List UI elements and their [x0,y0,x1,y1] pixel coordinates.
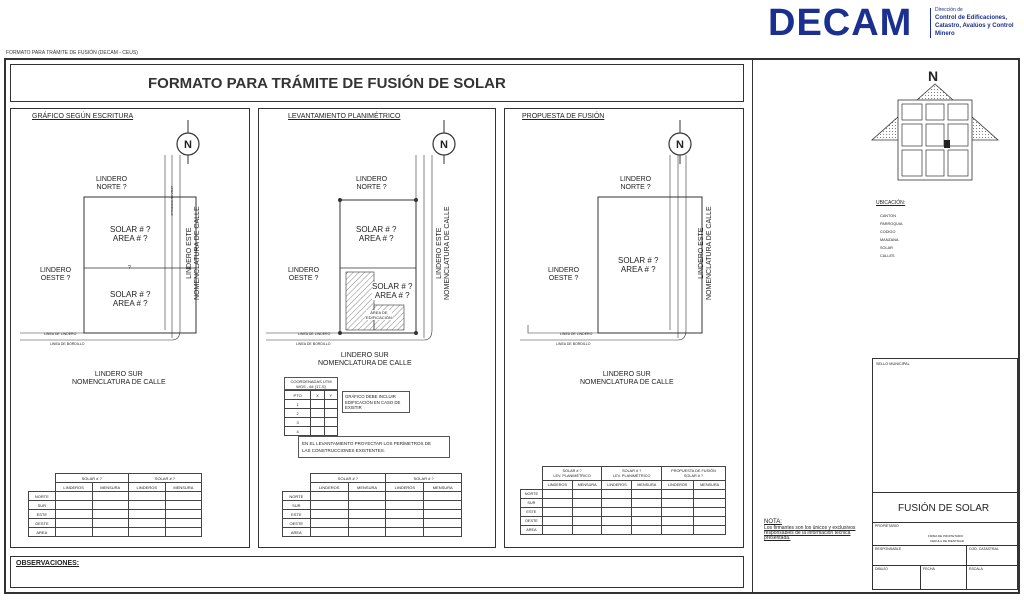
logo-subtitle-3: Catastro, Avalúos y Control [935,23,1014,29]
lindero-sur-line1: LINDERO SUR [602,371,651,378]
logo-subtitle-4: Minero [935,31,955,37]
lindero-este [698,206,714,300]
lindero-norte [620,176,651,192]
row-label: ESTE [283,510,311,519]
coords-row: 4 [285,427,311,436]
cedula-label: CEDULA DE IDENTIDAD [930,539,965,543]
solar-bottom [372,282,412,300]
group-header: SOLAR # ? LEV. PLANIMÉTRICO [542,467,602,481]
lindero-este-line1: LINDERO ESTE [698,227,705,279]
coords-head: X [311,391,324,400]
solar-top-line1: SOLAR # ? [110,225,151,234]
nota-text [764,526,855,541]
logo-subtitle-2: Control de Edificaciones, [935,15,1008,21]
solar-top-line1: SOLAR # ? [356,225,397,234]
row-label: SUR [29,501,56,510]
title-block-line [872,565,1018,566]
nota-line3: presentada. [764,535,791,541]
sello-label: SELLO MUNICIPAL [876,362,910,366]
title-block-title: FUSIÓN DE SOLAR [898,503,990,514]
row-label: SUR [521,499,543,508]
lindero-sur-line2: NOMENCLATURA DE CALLE [318,360,412,367]
note-perimeter-line1: EN EL LEVANTAMIENTO PROYECTAR LOS PERÍMETROS DE [302,441,432,446]
solar-top [356,225,396,243]
title-block-line [872,522,1018,523]
ubicacion-item: PARROQUIA [880,222,903,226]
lindero-oeste-line1: LINDERO [548,267,580,274]
ubicacion-item: CANTON [880,214,896,218]
location-north-letter: N [928,68,939,84]
panel-escritura-title: GRÁFICO SEGÚN ESCRITURA [32,113,134,120]
lindero-sur-line1: LINDERO SUR [94,371,143,378]
lindero-oeste [548,267,579,283]
lindero-este [186,206,202,300]
ubicacion-item: SOLAR [880,246,893,250]
form-code: FORMATO PARA TRÁMITE DE FUSIÓN (DECAM - CEUS) [6,50,138,56]
observaciones-label: OBSERVACIONES: [16,560,80,567]
lindero-sur-line2: NOMENCLATURA DE CALLE [72,379,166,386]
sub-header: MENSURA [92,483,128,492]
ubicacion-item: MANZANA [880,238,899,242]
row-label: SUR [283,501,311,510]
sub-header: LINDEROS [386,483,424,492]
sub-header: LINDEROS [662,481,694,490]
coords-title-line1: COORDENADAS UTM [290,379,332,384]
lindero-este-line1: LINDERO ESTE [186,227,193,279]
location-map [870,82,1000,182]
sub-header: MENSURA [424,483,462,492]
sub-header: LINDEROS [542,481,572,490]
lindero-este [436,206,452,300]
building-label-line2: EDIFICACIÓN [366,315,392,320]
lindero-sur [318,352,412,368]
lindero-norte [96,176,127,192]
north-letter: N [184,139,192,151]
main-title: FORMATO PARA TRÁMITE DE FUSIÓN DE SOLAR [148,75,506,92]
row-label: NORTE [29,492,56,501]
dibujo-label: DIBUJO [875,567,888,571]
mensura-table-escritura [28,473,202,537]
lindero-este-line1: LINDERO ESTE [436,227,443,279]
lindero-oeste [288,267,319,283]
sub-header: LINDEROS [602,481,632,490]
decam-logo [768,4,1018,44]
building-label [366,310,392,320]
propietario-label: PROPIETARIO [875,524,899,528]
title-block-line [872,545,1018,546]
fecha-label: FECHA [923,567,935,571]
note-graphic-line2: EDIFICACIÓN EN CASO DE [345,399,401,405]
coords-row: 1 [285,400,311,409]
solar-top [110,225,150,243]
nota-line1: Los firmantes son los únicos y exclusivos [764,525,856,531]
sub-header: LINDEROS [310,483,348,492]
title-block-line [872,492,1018,493]
ubicacion-label: UBICACIÓN: [876,200,906,206]
nota-title: NOTA: [764,519,782,525]
north-letter: N [440,139,448,151]
nota-line2: responsables de la información técnica [764,530,851,536]
solar-bottom-line1: SOLAR # ? [372,282,413,291]
sub-header: LINDEROS [128,483,165,492]
note-graphic-box [342,391,410,413]
solar-fusion-line2: AREA # ? [620,265,656,274]
coords-table [284,390,338,436]
lindero-oeste [40,267,71,283]
ubicacion-item: CALLES [880,254,895,258]
panel-propuesta-title: PROPUESTA DE FUSIÓN [522,113,605,120]
lindero-este-line2: NOMENCLATURA DE CALLE [444,206,451,300]
firma-label: FIRMA DE PROPIETARIO [928,534,964,538]
lindero-sur-line2: NOMENCLATURA DE CALLE [580,379,674,386]
lindero-norte [356,176,387,192]
observaciones-box [10,556,744,588]
linea-lindero: LINEA DE LINDERO [298,332,331,336]
group-header: SOLAR # ? [55,474,128,483]
sub-header: MENSURA [165,483,201,492]
coords-title-box [284,377,338,390]
solar-fusion [618,256,658,274]
note-graphic-line1: GRÁFICO DEBE INCLUIR [345,394,396,399]
row-label: OESTE [521,517,543,526]
lindero-norte-line2: NORTE ? [96,184,127,191]
mid-mark: ? [128,265,131,271]
building-label-line1: ÁREA DE [370,310,388,315]
logo-divider [930,8,931,38]
row-label: AREA [283,528,311,537]
group-header: SOLAR # ? [310,474,386,483]
note-graphic-line3: EXISTIR [345,405,362,410]
sub-header: LINDEROS [55,483,92,492]
note-perimeter-line2: LAS CONSTRUCCIONES EXISTENTES. [302,448,386,453]
row-label: NORTE [521,490,543,499]
coords-head: Y [324,391,337,400]
lindero-norte-line1: LINDERO [356,176,388,183]
title-block-line [920,565,921,590]
row-label: ESTE [521,508,543,517]
lindero-oeste-line2: OESTE ? [548,275,579,282]
linea-lindero: LINEA DE LINDERO [560,332,593,336]
escala-label: ESCALA [969,567,983,571]
coords-row: 2 [285,409,311,418]
linea-bordillo: LINEA DE BORDILLO [556,342,591,346]
coords-head: PTO [285,391,311,400]
panel-levantamiento-title: LEVANTAMIENTO PLANIMÉTRICO [288,113,401,120]
sub-header: MENSURA [632,481,662,490]
solar-bottom [110,290,150,308]
lindero-oeste-line2: OESTE ? [288,275,319,282]
lindero-sur [72,371,166,387]
group-header: SOLAR # ? LEV. PLANIMÉTRICO [602,467,662,481]
linea-bordillo: LINEA DE BORDILLO [296,342,331,346]
lindero-oeste-line1: LINDERO [288,267,320,274]
sub-header: MENSURA [572,481,602,490]
group-header: SOLAR # ? [128,474,201,483]
group-header: SOLAR # ? [386,474,462,483]
north-letter: N [676,139,684,151]
lindero-oeste-line1: LINDERO [40,267,72,274]
title-block [872,358,1018,590]
lindero-oeste-line2: OESTE ? [40,275,71,282]
lindero-norte-line1: LINDERO [96,176,128,183]
linea-bordillo: LINEA DE BORDILLO [50,342,85,346]
acera-label: LINEA DE BORDILLO [170,186,174,216]
solar-fusion-line1: SOLAR # ? [618,256,659,265]
ubicacion-list [880,212,903,260]
solar-bottom-line2: AREA # ? [112,299,148,308]
title-block-line [966,545,967,590]
row-label: AREA [29,528,56,537]
row-label: ESTE [29,510,56,519]
ubicacion-item: CODIGO [880,230,896,234]
sub-header: MENSURA [694,481,726,490]
solar-top-line2: AREA # ? [112,234,148,243]
row-label: NORTE [283,492,311,501]
linea-lindero: LINEA DE LINDERO [44,332,77,336]
note-perimeter-box [298,436,450,458]
responsable-label: RESPONSABLE [875,547,902,551]
lindero-norte-line2: NORTE ? [620,184,651,191]
lindero-norte-line1: LINDERO [620,176,652,183]
solar-bottom-line2: AREA # ? [374,291,410,300]
row-label: AREA [521,526,543,535]
lindero-este-line2: NOMENCLATURA DE CALLE [706,206,713,300]
mensura-table-levantamiento [282,473,462,537]
lindero-norte-line2: NORTE ? [356,184,387,191]
cod-catastral-label: COD. CATASTRAL [969,547,999,551]
coords-row: 3 [285,418,311,427]
lindero-sur-line1: LINDERO SUR [340,352,389,359]
row-label: OESTE [283,519,311,528]
right-column-divider [752,60,753,592]
row-label: OESTE [29,519,56,528]
solar-bottom-line1: SOLAR # ? [110,290,151,299]
coords-title-line2: WGS - 84 (17-S) [296,384,326,389]
mensura-table-propuesta [520,466,726,535]
solar-top-line2: AREA # ? [358,234,394,243]
logo-wordmark: DECAM [768,2,913,44]
lindero-este-line2: NOMENCLATURA DE CALLE [194,206,201,300]
sub-header: MENSURA [348,483,385,492]
group-header: PROPUESTA DE FUSIÓN SOLAR # ? [662,467,726,481]
lindero-sur [580,371,674,387]
logo-subtitle-1: Dirección de [935,7,963,13]
